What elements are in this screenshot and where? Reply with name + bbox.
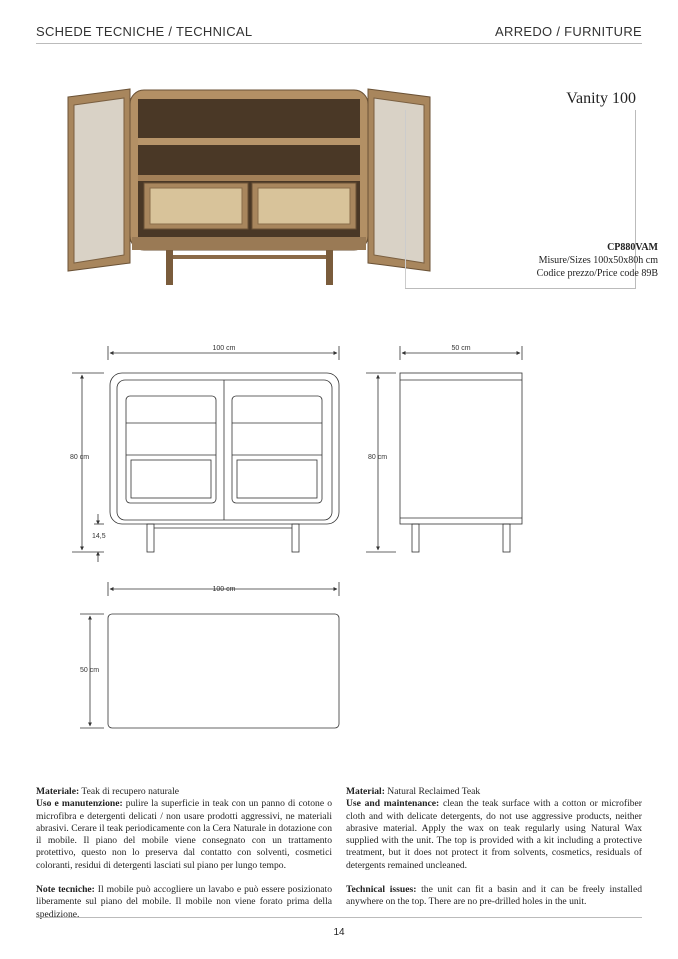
product-photo: [62, 85, 438, 291]
header-section-title: SCHEDE TECNICHE / TECHNICAL: [36, 24, 253, 39]
use-maintenance-en: Use and maintenance: clean the teak surface with a cotton or microfiber cloth and with delicate detergents, do not use aggressive products, neither abrasive material. Apply the wax on teak regularly using Natural Wax supplied with the unit. The top is provided with a kit including a protective treatment, but it does not protect it from solvents, cosmetics, residuals of detergents remained uncleaned.: [346, 798, 642, 871]
technical-issues-en: Technical issues: the unit can fit a basin and it can be freely installed anywhere on the top. There are no pre-drilled holes in the unit.: [346, 884, 642, 908]
cabinet-base: [132, 237, 366, 250]
use-maintenance-it: Uso e manutenzione: pulire la superficie in teak con un panno di cotone o microfibra e detergenti delicati / non usare prodotti aggressivi, ne materiali abrasivi. Cerare il teak periodicamente con la Cera Naturale in dotazione con il mobile. Il piano del mobile viene consegnato con un trattamento protettivo, questo non lo preserva dal contatto con solventi, cosmetici coloranti, residui di detergenti lasciati sul piano per lungo tempo.: [36, 798, 332, 871]
top-view: [80, 582, 339, 728]
header-divider: [36, 43, 642, 44]
drawer-left-rattan: [150, 188, 242, 224]
technical-notes-it: Note tecniche: Il mobile può accogliere un lavabo e può essere posizionato liberamente sul piano del mobile. Il mobile non viene forato prima della spedizione.: [36, 884, 332, 920]
product-title: Vanity 100: [566, 90, 636, 107]
leg-height-label: 14,5: [92, 533, 106, 540]
product-info: [537, 241, 658, 280]
product-code: CP880VAM: [607, 242, 658, 253]
shelf: [138, 138, 360, 145]
drawer-right-rattan: [258, 188, 350, 224]
description-italian: [36, 786, 332, 921]
material-it: Materiale: Teak di recupero naturale: [36, 786, 179, 797]
header-category: ARREDO / FURNITURE: [495, 24, 642, 39]
material-en: Material: Natural Reclaimed Teak: [346, 786, 481, 797]
side-depth-label: 50 cm: [451, 345, 471, 352]
top-depth-label: 50 cm: [80, 667, 100, 674]
technical-drawings: [0, 330, 678, 750]
leg-rail: [173, 255, 326, 259]
description-english: [346, 786, 642, 909]
front-height-label: 80 cm: [70, 454, 90, 461]
product-price-code: Codice prezzo/Price code 89B: [536, 268, 658, 279]
product-sizes: Misure/Sizes 100x50x80h cm: [538, 255, 658, 266]
shelf-lower: [138, 175, 360, 181]
side-view: [366, 346, 522, 552]
top-width-label: 100 cm: [212, 586, 236, 593]
footer-divider: [36, 917, 642, 918]
left-door-glass: [74, 98, 124, 263]
side-height-label: 80 cm: [368, 454, 388, 461]
page-number: 14: [333, 927, 345, 938]
leg-left: [166, 250, 173, 285]
leg-right: [326, 250, 333, 285]
front-view: [72, 346, 339, 562]
front-width-label: 100 cm: [212, 345, 236, 352]
